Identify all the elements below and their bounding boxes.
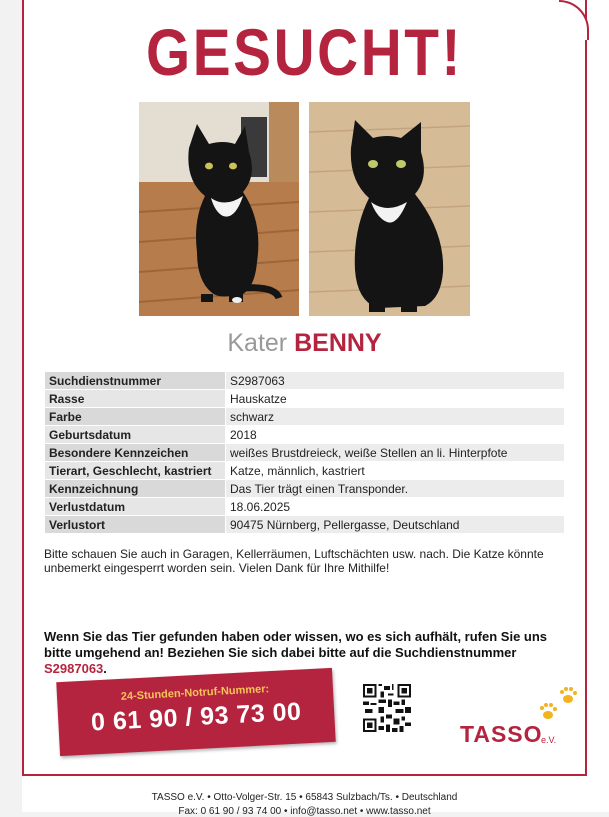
qr-code-icon[interactable]	[363, 684, 411, 732]
info-key: Verlustort	[45, 516, 226, 534]
footer-address: TASSO e.V. • Otto-Volger-Str. 15 • 65843 Sulzbach/Ts. • Deutschland	[151, 792, 458, 803]
info-key: Verlustdatum	[45, 498, 226, 516]
cat-name-heading	[0, 329, 609, 358]
info-key: Kennzeichnung	[45, 480, 226, 498]
table-row	[45, 498, 565, 516]
info-value: Das Tier trägt einen Transponder.	[226, 480, 565, 498]
tasso-logo: TASSO	[460, 721, 543, 747]
info-key: Rasse	[45, 390, 226, 408]
table-row	[45, 426, 565, 444]
call-text: Wenn Sie das Tier gefunden haben oder wissen, wo es sich aufhält, rufen Sie uns bitte umgehend an! Beziehen Sie sich dabei bitte auf die Suchdienstnummer	[44, 629, 548, 660]
paw-prints-icon	[536, 685, 582, 725]
hotline-number[interactable]: 0 61 90 / 93 73 00	[90, 697, 303, 737]
hotline-label: 24-Stunden-Notruf-Nummer:	[120, 683, 270, 703]
info-value: Hauskatze	[226, 390, 565, 408]
table-row	[45, 462, 565, 480]
info-table	[44, 371, 565, 534]
tasso-logo-suffix: e.V.	[541, 735, 557, 745]
info-value: S2987063	[226, 372, 565, 390]
info-value: 2018	[226, 426, 565, 444]
info-value: schwarz	[226, 408, 565, 426]
info-value: 90475 Nürnberg, Pellergasse, Deutschland	[226, 516, 565, 534]
info-value: Katze, männlich, kastriert	[226, 462, 565, 480]
cat-photo-2	[309, 102, 470, 316]
table-row	[45, 444, 565, 462]
cat-photo-1	[139, 102, 299, 316]
hotline-banner	[56, 668, 335, 756]
call-reference-number: S2987063	[44, 661, 104, 676]
info-key: Besondere Kennzeichen	[45, 444, 226, 462]
cat-prefix: Kater	[227, 329, 288, 357]
info-key: Farbe	[45, 408, 226, 426]
table-row	[45, 480, 565, 498]
call-end: .	[103, 661, 107, 676]
footer-contact: Fax: 0 61 90 / 93 74 00 • info@tasso.net • www.tasso.net	[178, 806, 431, 817]
info-value: 18.06.2025	[226, 498, 565, 516]
info-key: Geburtsdatum	[45, 426, 226, 444]
flyer-title: GESUCHT!	[145, 15, 464, 89]
table-row	[45, 408, 565, 426]
table-row	[45, 372, 565, 390]
info-key: Suchdienstnummer	[45, 372, 226, 390]
table-row	[45, 390, 565, 408]
cat-name: BENNY	[294, 329, 382, 357]
table-row	[45, 516, 565, 534]
search-note: Bitte schauen Sie auch in Garagen, Kellerräumen, Luftschächten usw. nach. Die Katze könnte unbemerkt eingesperrt worden sein. Vielen Dank für Ihre Mithilfe!	[44, 547, 544, 575]
info-key: Tierart, Geschlecht, kastriert	[45, 462, 226, 480]
info-value: weißes Brustdreieck, weiße Stellen an li. Hinterpfote	[226, 444, 565, 462]
